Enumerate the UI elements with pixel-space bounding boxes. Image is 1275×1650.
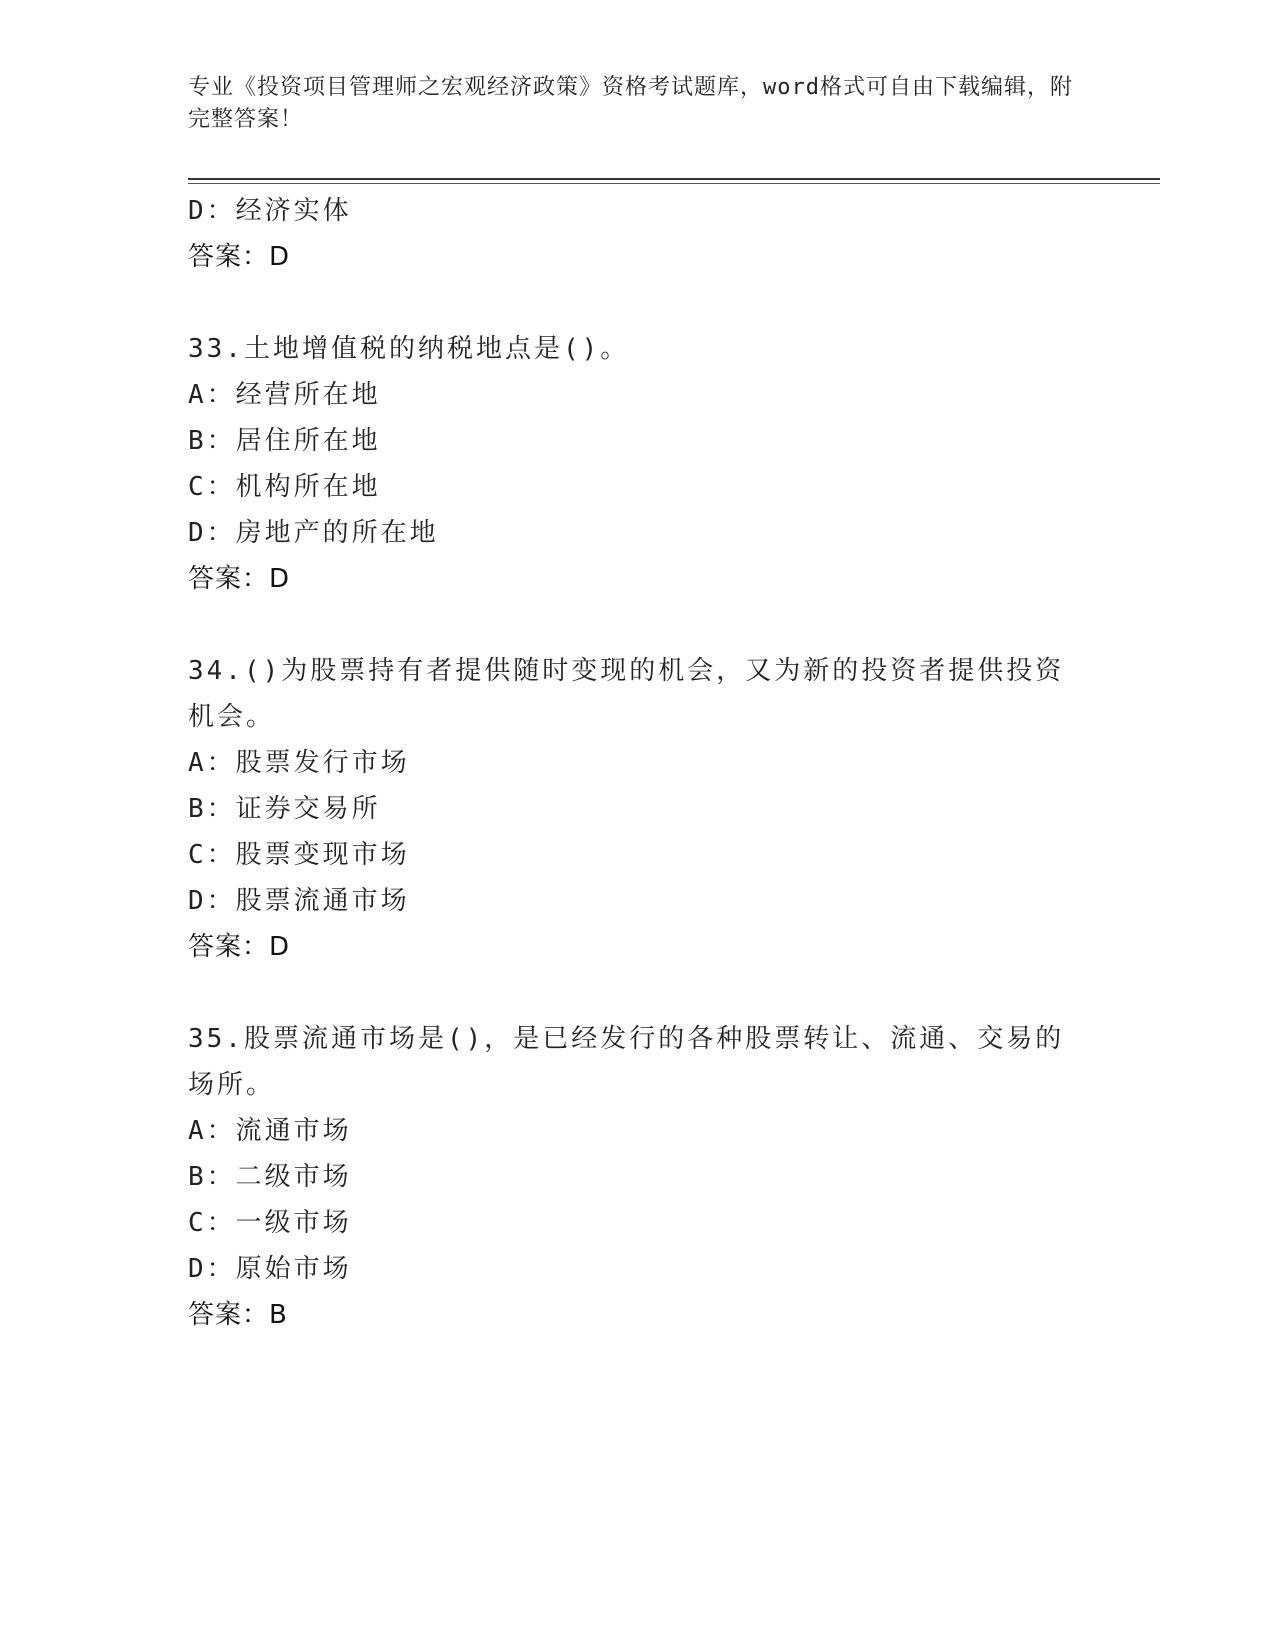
answer: 答案：D: [188, 932, 291, 962]
document-header: 专业《投资项目管理师之宏观经济政策》资格考试题库，word格式可自由下载编辑，附完整答案！: [188, 75, 1073, 132]
option-c: C：股票变现市场: [188, 840, 410, 870]
option-b: B：二级市场: [188, 1162, 352, 1192]
option-b: B：证券交易所: [188, 794, 381, 824]
question-35: [188, 1016, 1088, 1338]
option-a: A：股票发行市场: [188, 748, 410, 778]
option-a: A：经营所在地: [188, 380, 381, 410]
question-34: [188, 648, 1088, 970]
option-a: A：流通市场: [188, 1116, 352, 1146]
header-divider-thin: [188, 183, 1160, 184]
option-c: C：机构所在地: [188, 472, 381, 502]
option-d: D：股票流通市场: [188, 886, 410, 916]
carryover-block: [188, 188, 1088, 280]
answer: 答案：D: [188, 242, 291, 272]
answer: 答案：B: [188, 1300, 288, 1330]
question-stem: 34.()为股票持有者提供随时变现的机会，又为新的投资者提供投资机会。: [188, 656, 1065, 732]
option-c: C：一级市场: [188, 1208, 352, 1238]
question-content: [188, 188, 1088, 1338]
option-d: D：原始市场: [188, 1254, 352, 1284]
option-d: D：经济实体: [188, 196, 352, 226]
question-stem: 33.土地增值税的纳税地点是()。: [188, 334, 630, 364]
option-d: D：房地产的所在地: [188, 518, 439, 548]
answer: 答案：D: [188, 564, 291, 594]
question-stem: 35.股票流通市场是()，是已经发行的各种股票转让、流通、交易的场所。: [188, 1024, 1065, 1100]
header-divider-thick: [188, 178, 1160, 180]
question-33: [188, 326, 1088, 602]
option-b: B：居住所在地: [188, 426, 381, 456]
